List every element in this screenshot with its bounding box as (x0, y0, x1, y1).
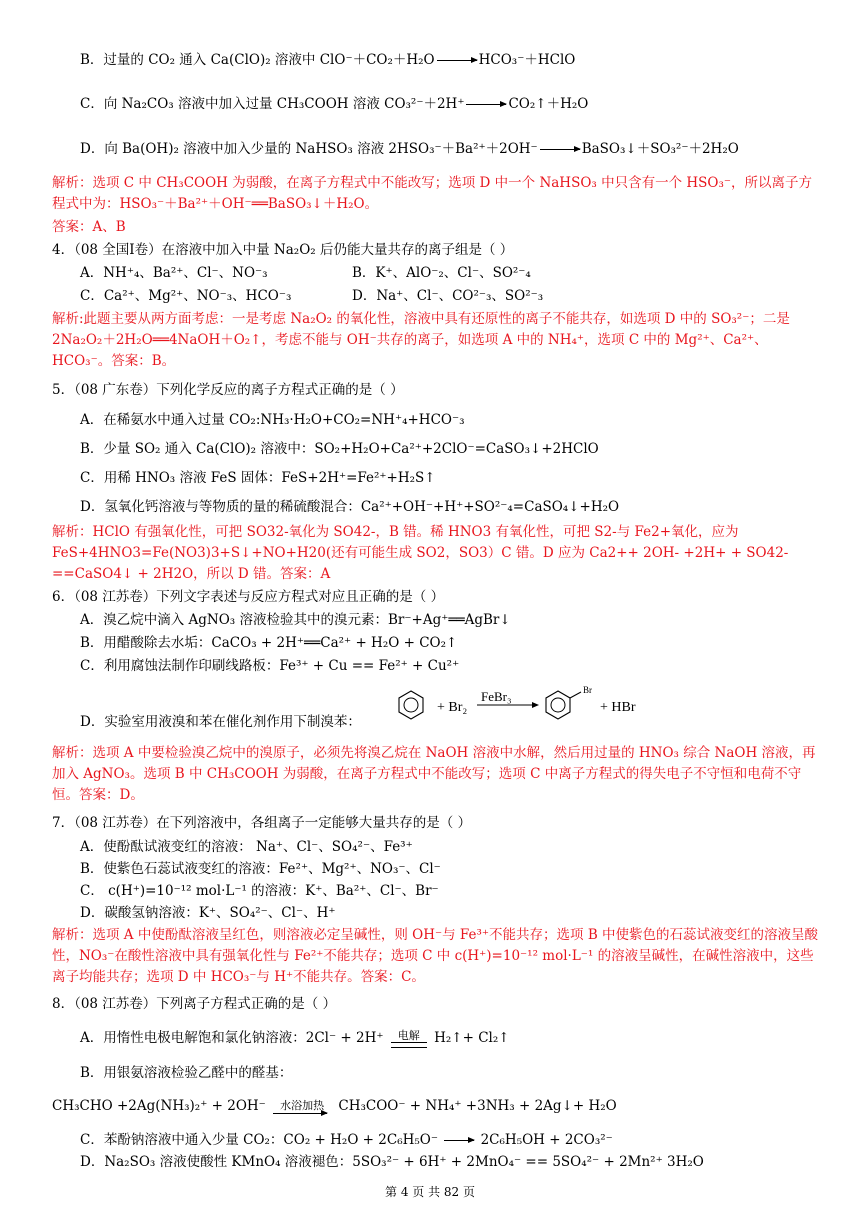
q7-option-a: A．使酚酞试液变红的溶液： Na⁺、Cl⁻、SO₄²⁻、Fe³⁺ (80, 839, 413, 855)
bromobenzene-equation (395, 680, 665, 735)
q8-option-a-condition: 电解 (397, 1028, 420, 1042)
reaction-arrow (444, 1140, 474, 1141)
q5-option-b: B．少量 SO₂ 通入 Ca(ClO)₂ 溶液中：SO₂+H₂O+Ca²⁺+2ClO⁻=CaSO₃↓+2HClO (80, 441, 599, 457)
q8-option-b-condition: 水浴加热 (280, 1098, 325, 1112)
q8-option-b-equation (52, 1096, 820, 1116)
arrow-head-icon (532, 702, 539, 708)
q8-option-a-left: A．用惰性电极电解饱和氯化钠溶液：2Cl⁻ + 2H⁺ (80, 1030, 384, 1046)
q3-analysis: 解析：选项 C 中 CH₃COOH 为弱酸，在离子方程式中不能改写；选项 D 中一个 NaHSO₃ 中只含有一个 HSO₃⁻，所以离子方程式中为：HSO₃⁻＋Ba²⁺＋OH⁻══BaSO₃↓＋H₂O。 (52, 175, 813, 212)
eq-catalyst: FeBr₃ (481, 689, 512, 704)
heating-condition (273, 1100, 331, 1114)
q5-stem: 5．（08 广东卷）下列化学反应的离子方程式正确的是（ ） (52, 382, 404, 398)
q3-option-b-text: B．过量的 CO₂ 通入 Ca(ClO)₂ 溶液中 ClO⁻＋CO₂＋H₂O (80, 52, 435, 68)
benzene-ring-icon (399, 691, 423, 719)
q4-stem: 4．（08 全国Ⅰ卷）在溶液中加入中量 Na₂O₂ 后仍能大量共存的离子组是（ ） (52, 242, 514, 258)
equals-bar-top (391, 1042, 427, 1046)
reaction-arrow (437, 60, 477, 61)
q5-option-c: C．用稀 HNO₃ 溶液 FeS 固体：FeS+2H⁺=Fe²⁺+H₂S↑ (80, 470, 436, 486)
q8-option-a (80, 1028, 820, 1048)
q6-option-a: A．溴乙烷中滴入 AgNO₃ 溶液检验其中的溴元素：Br⁻+Ag⁺══AgBr↓ (80, 612, 511, 628)
eq-br2: + Br₂ (437, 700, 468, 715)
q4-option-d: D．Na⁺、Cl⁻、CO²⁻₃、SO²⁻₃ (352, 288, 544, 304)
q4-option-c: C．Ca²⁺、Mg²⁺、NO⁻₃、HCO⁻₃ (80, 288, 292, 304)
reaction-arrow (466, 104, 506, 105)
q8-option-d: D．Na₂SO₃ 溶液使酸性 KMnO₄ 溶液褪色：5SO₃²⁻ + 6H⁺ + 2MnO₄⁻ == 5SO₄²⁻ + 2Mn²⁺ 3H₂O (80, 1154, 704, 1170)
q3-option-b (80, 50, 820, 70)
q3-option-d (80, 139, 820, 159)
q6-option-b: B．用醋酸除去水垢：CaCO₃ + 2H⁺══Ca²⁺ + H₂O + CO₂↑ (80, 635, 458, 651)
q6-option-c: C．利用腐蚀法制作印刷线路板：Fe³⁺ + Cu == Fe²⁺ + Cu²⁺ (80, 658, 460, 674)
bromobenzene-ring-icon (546, 691, 581, 719)
q6-analysis: 解析：选项 A 中要检验溴乙烷中的溴原子，必须先将溴乙烷在 NaOH 溶液中水解，然后用过量的 HNO₃ 综合 NaOH 溶液，再加入 AgNO₃。选项 B 中 CH₃COOH 为弱酸，在离子方程式中不能改写；选项 C 中离子方程式的得失电子不守恒和电荷不守恒。答案：D。 (52, 745, 816, 803)
q3-answer: 答案：A、B (52, 219, 126, 235)
q7-option-b: B．使紫色石蕊试液变红的溶液：Fe²⁺、Mg²⁺、NO₃⁻、Cl⁻ (80, 861, 441, 877)
q8-option-c-right: 2C₆H₅OH + 2CO₃²⁻ (480, 1132, 613, 1148)
equals-bar-bottom (391, 1047, 427, 1048)
eq-hbr: + HBr (600, 700, 636, 715)
q4-analysis: 解析:此题主要从两方面考虑：一是考虑 Na₂O₂ 的氧化性，溶液中具有还原性的离子不能共存，如选项 D 中的 SO₃²⁻；二是 2Na₂O₂＋2H₂O══4NaOH＋O₂↑，考虑不能与 OH⁻共存的离子，如选项 A 中的 NH₄⁺，选项 C 中的 Mg²⁺、Ca²⁺、HCO₃⁻。答案：B。 (52, 311, 790, 369)
q3-option-d-text: D．向 Ba(OH)₂ 溶液中加入少量的 NaHSO₃ 溶液 2HSO₃⁻＋Ba²⁺＋2OH⁻ (80, 141, 538, 157)
q7-option-c: C． c(H⁺)=10⁻¹² mol·L⁻¹ 的溶液：K⁺、Ba²⁺、Cl⁻、Br⁻ (80, 883, 439, 899)
q7-option-d: D．碳酸氢钠溶液：K⁺、SO₄²⁻、Cl⁻、H⁺ (80, 905, 336, 921)
q3-option-b-product: HCO₃⁻＋HClO (478, 52, 576, 68)
q5-option-a: A．在稀氨水中通入过量 CO₂:NH₃·H₂O+CO₂=NH⁺₄+HCO⁻₃ (80, 412, 465, 428)
eq-br-substituent: Br (583, 685, 592, 695)
q8-option-b: B．用银氨溶液检验乙醛中的醛基： (80, 1065, 293, 1081)
q4-option-a: A．NH⁺₄、Ba²⁺、Cl⁻、NO⁻₃ (80, 265, 268, 281)
q6-option-d: D．实验室用液溴和苯在催化剂作用下制溴苯： (80, 714, 361, 730)
electrolysis-condition (391, 1030, 427, 1048)
reaction-arrow (540, 149, 580, 150)
reaction-arrow (273, 1113, 327, 1114)
q8-option-b-left: CH₃CHO +2Ag(NH₃)₂⁺ + 2OH⁻ (52, 1098, 266, 1114)
q5-analysis: 解析：HClO 有强氧化性，可把 SO32-氧化为 SO42-，B 错。稀 HNO3 有氧化性，可把 S2-与 Fe2+氧化，应为 FeS+4HNO3=Fe(NO3)3+S↓+NO+H20(还有可能生成 SO2，SO3）C 错。D 应为 Ca2++ 2OH- +2H+ + SO42- ==CaSO4↓ + 2H2O，所以 D 错。答案：A (52, 524, 789, 582)
q7-analysis: 解析：选项 A 中使酚酞溶液呈红色，则溶液必定呈碱性，则 OH⁻与 Fe³⁺不能共存；选项 B 中使紫色的石蕊试液变红的溶液呈酸性，NO₃⁻在酸性溶液中具有强氧化性与 Fe²⁺不能共存；选项 C 中 c(H⁺)=10⁻¹² mol·L⁻¹ 的溶液呈碱性，在碱性溶液中，这些离子均能共存；选项 D 中 HCO₃⁻与 H⁺不能共存。答案：C。 (52, 927, 819, 985)
q8-option-c-left: C．苯酚钠溶液中通入少量 CO₂：CO₂ + H₂O + 2C₆H₅O⁻ (80, 1132, 438, 1148)
page-footer: 第 4 页 共 82 页 (385, 1185, 475, 1199)
q3-option-c-text: C．向 Na₂CO₃ 溶液中加入过量 CH₃COOH 溶液 CO₃²⁻＋2H⁺ (80, 96, 465, 112)
q8-option-a-right: H₂↑+ Cl₂↑ (434, 1030, 510, 1046)
q3-option-c (80, 94, 820, 114)
q8-option-c (80, 1130, 820, 1150)
q6-stem: 6．（08 江苏卷）下列文字表述与反应方程式对应且正确的是（ ） (52, 589, 445, 605)
q3-option-d-product: BaSO₃↓＋SO₃²⁻＋2H₂O (581, 141, 739, 157)
q3-option-c-product: CO₂↑＋H₂O (508, 96, 589, 112)
q4-option-b: B．K⁺、AlO⁻₂、Cl⁻、SO²⁻₄ (352, 265, 531, 281)
q8-option-b-right: CH₃COO⁻ + NH₄⁺ +3NH₃ + 2Ag↓+ H₂O (338, 1098, 617, 1114)
q5-option-d: D．氢氧化钙溶液与等物质的量的稀硫酸混合：Ca²⁺+OH⁻+H⁺+SO²⁻₄=CaSO₄↓+H₂O (80, 499, 620, 515)
q7-stem: 7．（08 江苏卷）在下列溶液中，各组离子一定能够大量共存的是（ ） (52, 815, 472, 831)
q8-stem: 8．（08 江苏卷）下列离子方程式正确的是（ ） (52, 996, 337, 1012)
